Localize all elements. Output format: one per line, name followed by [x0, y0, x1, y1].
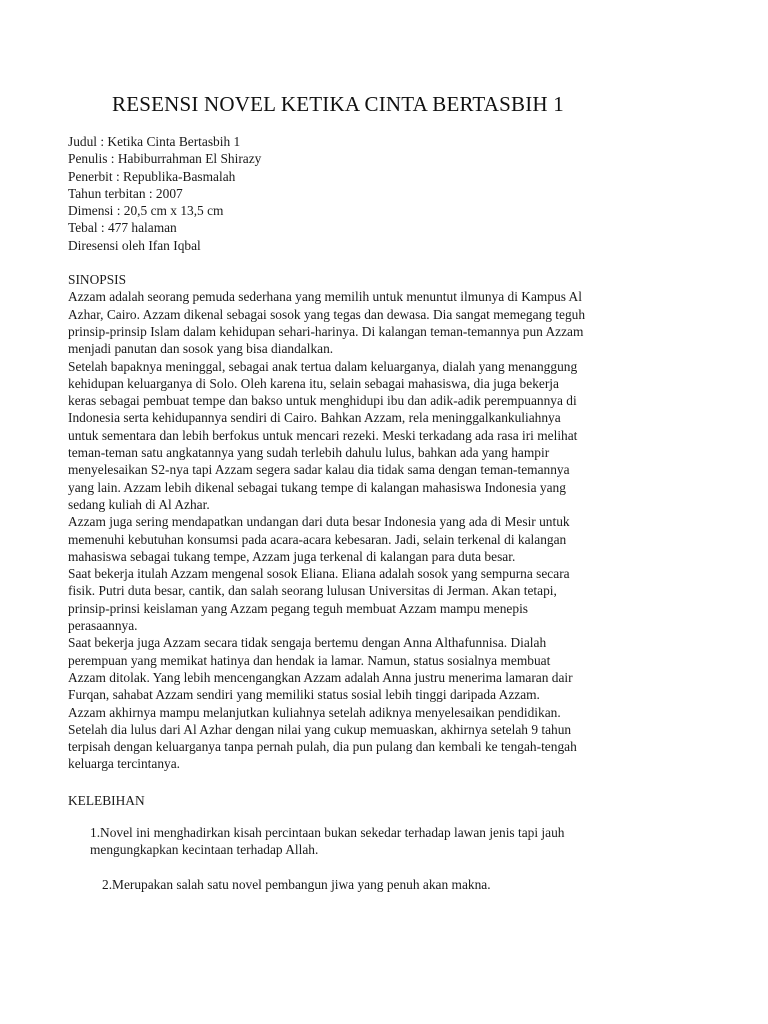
sinopsis-line: perasaannya.: [68, 618, 138, 634]
sinopsis-line: sedang kuliah di Al Azhar.: [68, 496, 210, 512]
sinopsis-line: Setelah bapaknya meninggal, sebagai anak tertua dalam keluarganya, dialah yang menanggung: [68, 358, 578, 374]
kelebihan-item-1: [68, 824, 668, 859]
sinopsis-line: Indonesia serta kehidupannya sendiri di Cairo. Bahkan Azzam, rela meninggalkankuliahnya: [68, 410, 561, 426]
sinopsis-line: Setelah dia lulus dari Al Azhar dengan nilai yang cukup memuaskan, akhirnya setelah 9 tahun: [68, 721, 572, 737]
sinopsis-line: Azzam juga sering mendapatkan undangan dari duta besar Indonesia yang ada di Mesir untuk: [68, 514, 570, 530]
sinopsis-line: perempuan yang memikat hatinya dan hendak ia lamar. Namun, status sosialnya membuat: [68, 652, 551, 668]
sinopsis-line: Azzam akhirnya mampu melanjutkan kuliahnya setelah adiknya menyelesaikan pendidikan.: [68, 704, 561, 720]
sinopsis-line: yang lain. Azzam lebih dikenal sebagai tukang tempe di kalangan mahasiswa Indonesia yang: [68, 479, 566, 495]
meta-penerbit: Penerbit : Republika-Basmalah: [68, 168, 236, 184]
meta-tebal: Tebal : 477 halaman: [68, 220, 177, 236]
sinopsis-line: fisik. Putri duta besar, cantik, dan salah seorang lulusan Universitas di Jerman. Akan tetapi,: [68, 583, 557, 599]
meta-penulis: Penulis : Habiburrahman El Shirazy: [68, 151, 262, 167]
sinopsis-line: Azzam ditolak. Yang lebih mencengangkan Azzam adalah Anna justru menerima lamaran dair: [68, 669, 573, 685]
document-title: RESENSI NOVEL KETIKA CINTA BERTASBIH 1: [112, 92, 564, 116]
sinopsis-line: teman-teman satu angkatannya yang sudah terlebih dahulu lulus, bahkan ada yang hampir: [68, 445, 550, 461]
sinopsis-line: keras sebagai pembuat tempe dan bakso untuk menghidupi ibu dan adik-adik perempuannya di: [68, 393, 577, 409]
meta-peresensi: Diresensi oleh Ifan Iqbal: [68, 237, 201, 253]
sinopsis-line: untuk sementara dan lebih berfokus untuk mencari rezeki. Meski terkadang ada rasa iri melihat: [68, 427, 578, 443]
sinopsis-body: [68, 288, 668, 772]
sinopsis-line: Saat bekerja itulah Azzam mengenal sosok Eliana. Eliana adalah sosok yang sempurna secara: [68, 566, 570, 582]
sinopsis-line: terpisah dengan keluarganya tanpa pernah pulah, dia pun pulang dan kembali ke tengah-tengah: [68, 739, 577, 755]
sinopsis-line: mahasiswa sebagai tukang tempe, Azzam juga terkenal di kalangan para duta besar.: [68, 548, 516, 564]
sinopsis-line: menyelesaikan S2-nya tapi Azzam segera sadar kalau dia tidak sama dengan teman-temannya: [68, 462, 570, 478]
sinopsis-line: keluarga tercintanya.: [68, 756, 181, 772]
sinopsis-line: Furqan, sahabat Azzam sendiri yang memiliki status sosial lebih tinggi daripada Azzam.: [68, 687, 540, 703]
kelebihan-item-1-line: 1.Novel ini menghadirkan kisah percintaan bukan sekedar terhadap lawan jenis tapi jauh: [90, 824, 565, 840]
meta-dimensi: Dimensi : 20,5 cm x 13,5 cm: [68, 203, 224, 219]
book-metadata: [68, 133, 668, 254]
sinopsis-line: kehidupan keluarganya di Solo. Oleh karena itu, selain sebagai mahasiswa, dia juga bekerja: [68, 375, 559, 391]
meta-judul: Judul : Ketika Cinta Bertasbih 1: [68, 134, 241, 149]
sinopsis-line: Saat bekerja juga Azzam secara tidak sengaja bertemu dengan Anna Althafunnisa. Dialah: [68, 635, 547, 651]
sinopsis-heading: SINOPSIS: [68, 272, 127, 288]
kelebihan-item-2: 2.Merupakan salah satu novel pembangun jiwa yang penuh akan makna.: [102, 876, 491, 892]
sinopsis-line: prinsip-prinsip Islam dalam kehidupan sehari-harinya. Di kalangan teman-temannya pun Azzam: [68, 323, 584, 339]
sinopsis-line: menjadi panutan dan sosok yang bisa diandalkan.: [68, 341, 334, 357]
meta-tahun-terbitan: Tahun terbitan : 2007: [68, 185, 183, 201]
sinopsis-line: prinsip-prinsi keislaman yang Azzam pegang teguh membuat Azzam mampu menepis: [68, 600, 528, 616]
sinopsis-line: Azzam adalah seorang pemuda sederhana yang memilih untuk menuntut ilmunya di Kampus Al: [68, 289, 582, 305]
sinopsis-line: Azhar, Cairo. Azzam dikenal sebagai sosok yang tegas dan dewasa. Dia sangat memegang teguh: [68, 306, 586, 322]
kelebihan-item-1-line: mengungkapkan kecintaan terhadap Allah.: [90, 842, 319, 858]
sinopsis-line: memenuhi kebutuhan konsumsi pada acara-acara kebesaran. Jadi, selain terkenal di kalangan: [68, 531, 567, 547]
kelebihan-heading: KELEBIHAN: [68, 792, 145, 808]
